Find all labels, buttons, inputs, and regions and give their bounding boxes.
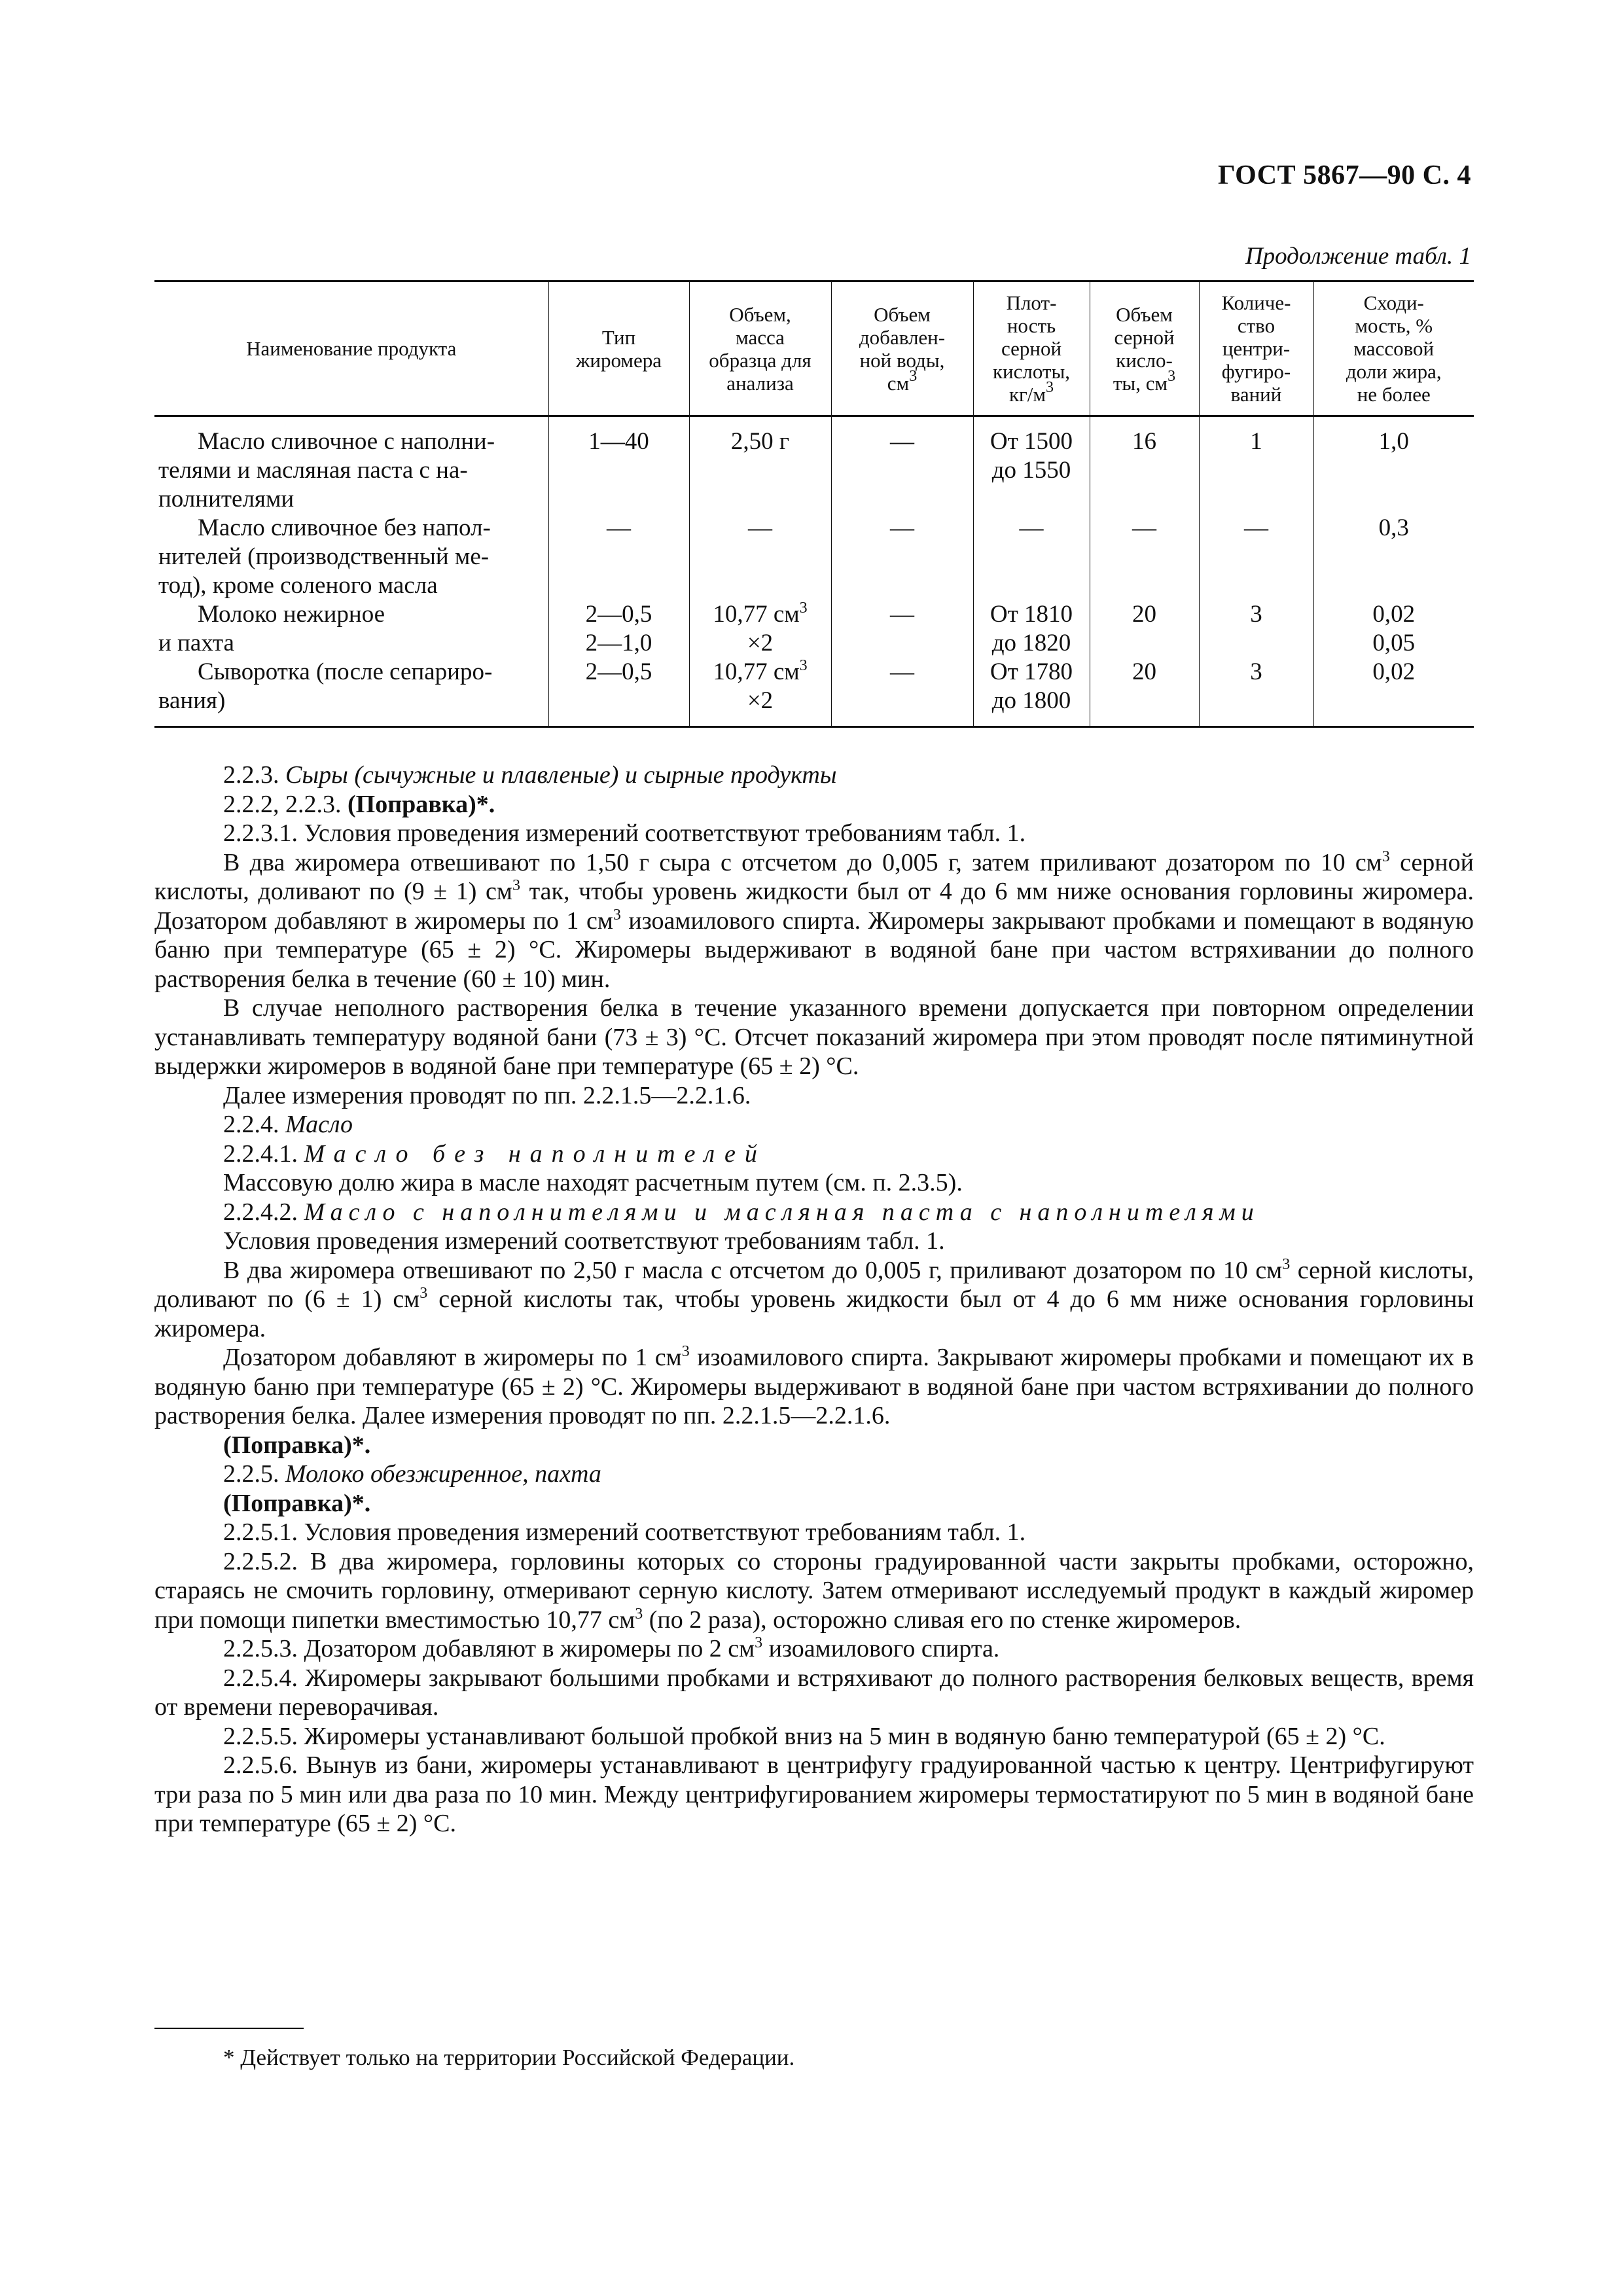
cell-mass: 10,77 $см^3$ ×2: [689, 600, 831, 658]
paragraph: 2.2.5.6. Вынув из бани, жиромеры устанавливают в центрифугу градуированной частью к центру. Центрифугируют три раза по 5 мин или два раза по 10 мин. Между центрифугированием жиромеры термостатируют по 5 мин в водяной бане при температуре (65 ± 2) °С.: [154, 1751, 1474, 1837]
paragraph: 2.2.3.1. Условия проведения измерений соответствуют требованиям табл. 1.: [223, 819, 1026, 847]
amendment-note: 2.2.2, 2.2.3. (Поправка)*.: [223, 790, 495, 818]
section-heading: 2.2.4. Масло: [223, 1111, 353, 1138]
paragraph: Массовую долю жира в масле находят расчетным путем (см. п. 2.3.5).: [223, 1169, 963, 1196]
cell-mass: —: [689, 514, 831, 600]
paragraph: В случае неполного растворения белка в течение указанного времени допускается при повторном определении устанавливать температуру водяной бани (73 ± 3) °С. Отсчет показаний жиромера при этом проводят после пятиминутной выдержки жиромеров в водяной бане при температуре (65 ± 2) °С.: [154, 994, 1474, 1080]
cell-convergence: 0,02: [1313, 658, 1474, 727]
cell-convergence: 0,3: [1313, 514, 1474, 600]
product-name: Молоко нежирное и пахта: [158, 601, 385, 656]
table-continuation-label: Продолжение табл. 1: [1245, 243, 1471, 270]
cell-density: От 1780 до 1800: [973, 658, 1090, 727]
paragraph: Условия проведения измерений соответствуют требованиям табл. 1.: [223, 1227, 945, 1255]
cell-mass: 10,77 $см^3$ ×2: [689, 658, 831, 727]
cell-water: —: [831, 658, 973, 727]
table-row: [154, 600, 1474, 658]
footnote-divider: [154, 2028, 304, 2029]
cell-acid: 20: [1090, 658, 1199, 727]
cell-count: —: [1199, 514, 1313, 600]
paragraph: Далее измерения проводят по пп. 2.2.1.5—2.2.1.6.: [223, 1081, 751, 1109]
table-row: [154, 514, 1474, 600]
cell-density: —: [973, 514, 1090, 600]
table-1: [154, 280, 1474, 728]
paragraph: 2.2.5.3. Дозатором добавляют в жиромеры по 2 $см^3$ изоамилового спирта.: [223, 1634, 1000, 1662]
column-header: Плот- ность серной кислоты, $кг/м^3$: [973, 281, 1090, 416]
paragraph: 2.2.5.2. В два жиромера, горловины которых со стороны градуированной части закрыты пробками, осторожно, стараясь не смочить горловину, отмеривают серную кислоту. Затем отмеривают исследуемый продукт в каждый жиромер при помощи пипетки вместимостью 10,77 $см^3$ (по 2 раза), осторожно сливая его по стенке жиромеров.: [154, 1547, 1474, 1634]
cell-acid: —: [1090, 514, 1199, 600]
subsection-heading: 2.2.4.1. Масло без наполнителей: [223, 1139, 766, 1168]
column-header: Тип жиромера: [548, 281, 689, 416]
amendment-note: (Поправка)*.: [223, 1489, 371, 1517]
cell-type: 1—40: [548, 416, 689, 514]
cell-count: 3: [1199, 658, 1313, 727]
table-row: [154, 416, 1474, 514]
table-header-row: [154, 281, 1474, 416]
cell-convergence: 1,0: [1313, 416, 1474, 514]
cell-density: От 1810 до 1820: [973, 600, 1090, 658]
paragraph: В два жиромера отвешивают по 1,50 г сыра с отсчетом до 0,005 г, затем приливают дозатором по 10 $см^3$ серной кислоты, доливают по (9 ± 1) $см^3$ так, чтобы уровень жидкости был от 4 до 6 мм ниже основания горловины жиромера. Дозатором добавляют в жиромеры по 1 $см^3$ изоамилового спирта. Жиромеры закрывают пробками и помещают в водяную баню при температуре (65 ± 2) °С. Жиромеры выдерживают в водяной бане при частом встряхивании до полного растворения белка в течение (60 ± 10) мин.: [154, 848, 1474, 993]
body-text: [154, 761, 1474, 1839]
column-header: Наименование продукта: [154, 281, 548, 416]
cell-density: От 1500 до 1550: [973, 416, 1090, 514]
paragraph: 2.2.5.4. Жиромеры закрывают большими пробками и встряхивают до полного растворения белковых веществ, время от времени переворачивая.: [154, 1664, 1474, 1721]
cell-convergence: 0,02 0,05: [1313, 600, 1474, 658]
footnote: * Действует только на территории Российской Федерации.: [223, 2045, 795, 2070]
amendment-note: (Поправка)*.: [223, 1431, 371, 1459]
cell-mass: 2,50 г: [689, 416, 831, 514]
section-heading: 2.2.5. Молоко обезжиренное, пахта: [223, 1460, 601, 1488]
cell-water: —: [831, 514, 973, 600]
product-name: Масло сливочное без напол- нителей (производственный ме- тод), кроме соленого масла: [158, 514, 491, 599]
paragraph: В два жиромера отвешивают по 2,50 г масла с отсчетом до 0,005 г, приливают дозатором по 10 $см^3$ серной кислоты, доливают по (6 ± 1) $см^3$ серной кислоты так, чтобы уровень жидкости был от 4 до 6 мм ниже основания горловины жиромера.: [154, 1255, 1474, 1342]
page-header: ГОСТ 5867—90 С. 4: [1217, 160, 1471, 190]
table-row: [154, 658, 1474, 727]
column-header: Объем серной кисло- ты, $см^3$: [1090, 281, 1199, 416]
subsection-heading: 2.2.4.2. Масло с наполнителями и масляная паста с наполнителями: [223, 1198, 1260, 1226]
paragraph: 2.2.5.1. Условия проведения измерений соответствуют требованиям табл. 1.: [223, 1518, 1026, 1546]
cell-type: 2—0,5: [548, 658, 689, 727]
column-header: Сходи- мость, % массовой доли жира, не более: [1313, 281, 1474, 416]
cell-count: 1: [1199, 416, 1313, 514]
column-header: Объем добавлен- ной воды, $см^3$: [831, 281, 973, 416]
section-heading: 2.2.3. Сыры (сычужные и плавленые) и сырные продукты: [223, 761, 837, 789]
cell-acid: 20: [1090, 600, 1199, 658]
product-name: Масло сливочное с наполни- телями и масляная паста с на- полнителями: [158, 428, 495, 512]
paragraph: Дозатором добавляют в жиромеры по 1 $см^3$ изоамилового спирта. Закрывают жиромеры пробками и помещают их в водяную баню при температуре (65 ± 2) °С. Жиромеры выдерживают в водяной бане при частом встряхивании до полного растворения белка. Далее измерения проводят по пп. 2.2.1.5—2.2.1.6.: [154, 1343, 1474, 1429]
paragraph: 2.2.5.5. Жиромеры устанавливают большой пробкой вниз на 5 мин в водяную баню температурой (65 ± 2) °С.: [223, 1722, 1385, 1750]
cell-type: —: [548, 514, 689, 600]
column-header: Объем, масса образца для анализа: [689, 281, 831, 416]
column-header: Количе- ство центри- фугиро- ваний: [1199, 281, 1313, 416]
cell-type: 2—0,5 2—1,0: [548, 600, 689, 658]
cell-acid: 16: [1090, 416, 1199, 514]
cell-water: —: [831, 600, 973, 658]
product-name: Сыворотка (после сепариро- вания): [154, 658, 548, 727]
cell-water: —: [831, 416, 973, 514]
cell-count: 3: [1199, 600, 1313, 658]
